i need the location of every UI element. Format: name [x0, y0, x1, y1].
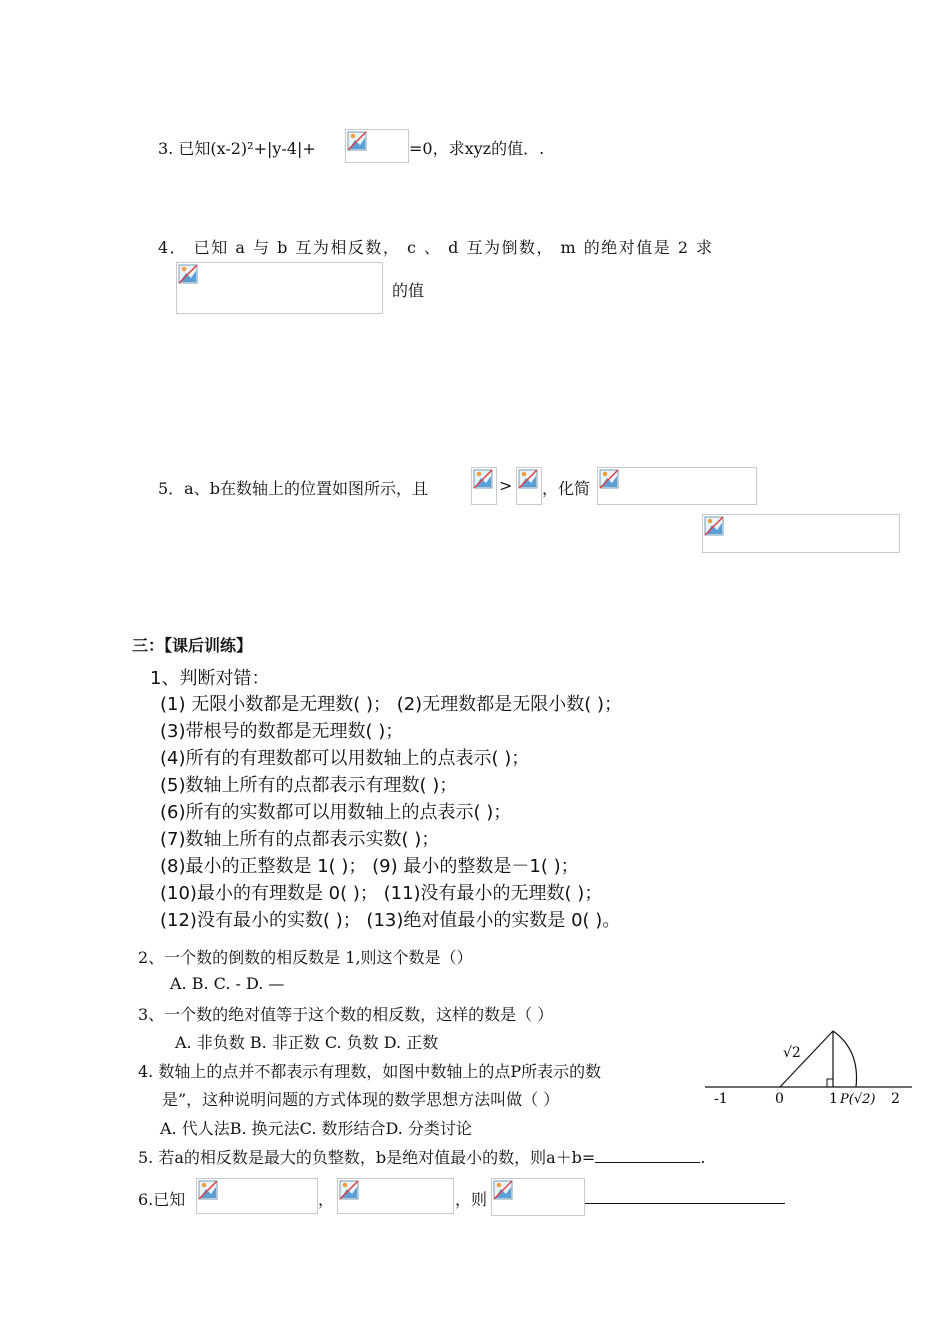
- q3-formula-image: [345, 129, 409, 163]
- tick-minus1: -1: [714, 1091, 728, 1107]
- judge-line-6: (7)数轴上所有的点都表示实数( )；: [160, 829, 440, 850]
- q5b-end: .: [700, 1148, 706, 1167]
- q3-number: 3.: [158, 139, 174, 158]
- arc-path: [833, 1031, 857, 1087]
- number-line-figure: [700, 1025, 920, 1110]
- broken-image-icon: [518, 469, 538, 489]
- judge-title: 1、判断对错：: [150, 668, 270, 689]
- q3b-options: A. 非负数 B. 非正数 C. 负数 D. 正数: [175, 1033, 439, 1052]
- tick-2: 2: [891, 1091, 900, 1107]
- q5b-answer-blank[interactable]: [595, 1162, 700, 1163]
- q5-greater-than: >: [499, 476, 513, 495]
- judge-line-2: (3)带根号的数都是无理数( )；: [160, 721, 404, 742]
- sqrt2-label: √2: [783, 1045, 801, 1061]
- q6-given2-image: [337, 1178, 454, 1214]
- q4-formula-image: [176, 262, 383, 314]
- judge-line-7: (8)最小的正整数是 1( )； (9) 最小的整数是－1( )；: [160, 856, 579, 877]
- q3-suffix: =0，求xyz的值．.: [409, 139, 545, 158]
- q4-number: 4．: [158, 238, 188, 257]
- q5b-line: [138, 1145, 705, 1168]
- tick-0: 0: [775, 1091, 784, 1107]
- q5-number-line-image: [702, 514, 900, 553]
- q3b-stem: 3、一个数的绝对值等于这个数的相反数，这样的数是（ ）: [138, 1005, 554, 1024]
- judge-line-8: (10)最小的有理数是 0( )； (11)没有最小的无理数( )；: [160, 883, 603, 904]
- q4b-line1: 4. 数轴上的点并不都表示有理数，如图中数轴上的点P所表示的数: [138, 1062, 602, 1081]
- q4-line1: [158, 235, 714, 258]
- q6-prefix: 6.已知: [138, 1190, 186, 1209]
- q5-abs-b-image: [516, 467, 542, 505]
- judge-line-5: (6)所有的实数都可以用数轴上的点表示( )；: [160, 802, 512, 823]
- q3-line: [158, 136, 316, 159]
- broken-image-icon: [493, 1180, 513, 1200]
- judge-line-9: (12)没有最小的实数( )； (13)绝对值最小的实数是 0( )。: [160, 910, 621, 931]
- judge-line-4: (5)数轴上所有的点都表示有理数( )；: [160, 775, 458, 796]
- q6-given1-image: [196, 1178, 318, 1214]
- right-angle-mark: [827, 1079, 833, 1087]
- q4b-line2: 是”，这种说明问题的方式体现的数学思想方法叫做（ ）: [162, 1090, 560, 1109]
- broken-image-icon: [339, 1180, 359, 1200]
- section-heading: 三：【课后训练】: [132, 636, 253, 655]
- broken-image-icon: [198, 1180, 218, 1200]
- q5-simplify-image: [597, 467, 757, 505]
- broken-image-icon: [599, 469, 619, 489]
- broken-image-icon: [704, 516, 724, 536]
- judge-line-1: (1) 无限小数都是无理数( )； (2)无理数都是无限小数( )；: [160, 694, 622, 715]
- q5b-stem: 5. 若a的相反数是最大的负整数，b是绝对值最小的数，则a＋b=: [138, 1148, 596, 1167]
- q5-prefix: 5．a、b在数轴上的位置如图所示，且: [158, 479, 428, 498]
- point-p-label: P(√2): [840, 1092, 876, 1107]
- q6-comma1: ，: [318, 1190, 335, 1209]
- tick-1: 1: [829, 1091, 838, 1107]
- broken-image-icon: [347, 131, 367, 151]
- q4-text: 已知 a 与 b 互为相反数， c 、 d 互为倒数， m 的绝对值是 2 求: [193, 238, 714, 257]
- q6-comma2: ，则: [455, 1190, 488, 1209]
- q5-mid: ，化简: [542, 479, 591, 498]
- broken-image-icon: [178, 264, 198, 284]
- q6-answer-blank[interactable]: [585, 1203, 785, 1204]
- judge-line-3: (4)所有的有理数都可以用数轴上的点表示( )；: [160, 748, 530, 769]
- q2-options: A. B. C. - D. —: [170, 974, 285, 993]
- q5-abs-a-image: [471, 467, 497, 505]
- q3-prefix: 已知(x-2)²+|y-4|+: [178, 139, 316, 158]
- q6-expression-image: [491, 1178, 585, 1216]
- q2-stem: 2、一个数的倒数的相反数是 1,则这个数是（）: [138, 948, 473, 967]
- q4b-options: A. 代人法B. 换元法C. 数形结合D. 分类讨论: [160, 1119, 472, 1138]
- broken-image-icon: [473, 469, 493, 489]
- q4-suffix: 的值: [392, 281, 425, 300]
